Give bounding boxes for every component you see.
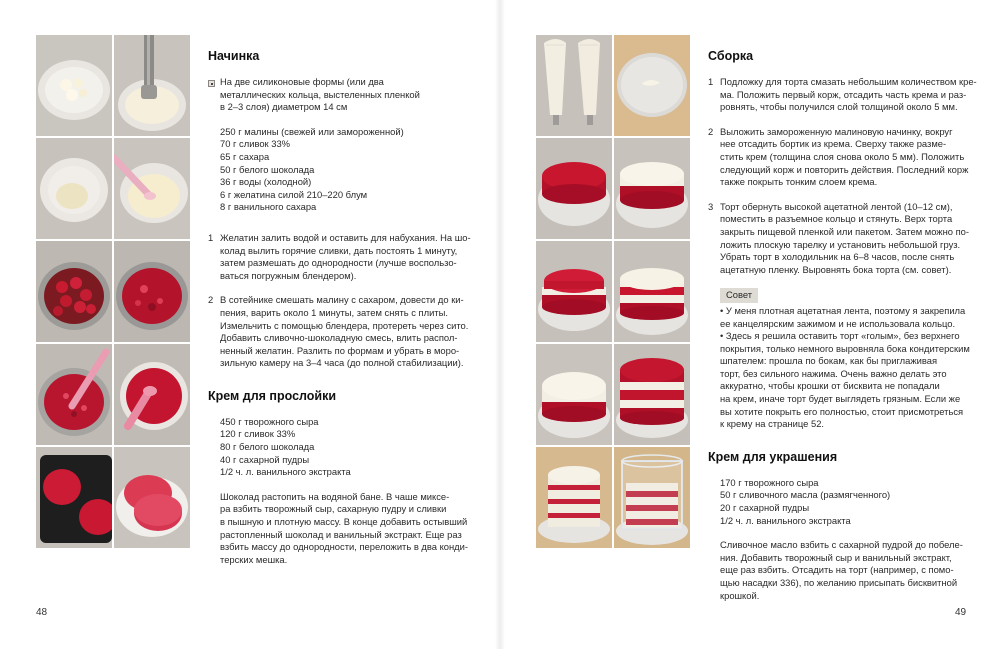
tip-label: Совет: [720, 288, 758, 303]
step-line: поместить в разъемное кольцо и стянуть. Верх торта: [720, 213, 953, 225]
note-line: в 2–3 слоя) диаметром 14 см: [220, 101, 348, 113]
tip-line: вы хотите покрыть его полностью, стоит присмотреться: [720, 405, 964, 417]
ingredient: 40 г сахарной пудры: [220, 453, 310, 465]
decor-cream-method: [708, 539, 970, 602]
ingredient: 1/2 ч. л. ванильного экстракта: [220, 466, 351, 478]
tip-line: торт, без сильного нажима. Очень важно делать это: [720, 367, 947, 379]
method-line: растопленный шоколад и ванильный экстракт. Еще раз: [220, 528, 462, 540]
note-line: На две силиконовые формы (или два: [220, 76, 384, 87]
step-number: 1: [208, 231, 214, 243]
ingredient: 50 г сливочного масла (размягченного): [720, 489, 891, 501]
right-page: [500, 0, 1000, 649]
right-photo-grid: [536, 35, 690, 548]
raspberry-sieve-photo: [36, 344, 112, 445]
step-line: также покрыть тонким слоем крема.: [720, 176, 878, 188]
filling-ingredients: [208, 126, 473, 214]
step-line: Подложку для торта смазать небольшим количеством кре-: [720, 76, 977, 87]
step-line: Измельчить с помощью блендера, протереть через сито.: [220, 319, 469, 331]
step-number: 3: [708, 200, 714, 212]
step-line: зильную камеру на 3–4 часа (до полной стабилизации).: [220, 357, 464, 369]
ingredient: 70 г сливок 33%: [220, 138, 291, 150]
ingredient: 1/2 ч. л. ванильного экстракта: [720, 514, 851, 526]
left-text-column: [208, 48, 473, 578]
filling-heading: Начинка: [208, 49, 260, 63]
naked-cake-photo: [536, 447, 612, 548]
cream-whisk-photo: [114, 138, 190, 239]
step-number: 2: [208, 294, 214, 306]
layer-cream-ingredients: [208, 416, 473, 479]
left-photo-grid: [36, 35, 190, 548]
method-line: Сливочное масло взбить с сахарной пудрой до побеле-: [720, 539, 963, 551]
raspberry-boil-photo: [114, 241, 190, 342]
tip-line: на крем, иначе торт будет выглядеть грязным. Если же: [720, 393, 961, 405]
tip-line: шпателем: прошла по бокам, как бы приглаживая: [720, 355, 938, 367]
ingredient: 170 г творожного сыра: [720, 476, 819, 488]
ingredient: 65 г сахара: [220, 150, 270, 162]
method-line: ра взбить творожный сыр, сахарную пудру и сливки: [220, 503, 447, 515]
step-line: следующий корж и повторить действия. Последний корж: [720, 163, 969, 175]
stack-photo: [614, 241, 690, 342]
ingredient: 36 г воды (холодной): [220, 176, 312, 188]
method-line: щью насадки 336), по желанию присыпать бисквитной: [720, 577, 958, 588]
silicone-molds-photo: [36, 447, 112, 548]
layer-cream-heading: Крем для прослойки: [208, 388, 337, 403]
step-line: Торт обернуть высокой ацетатной лентой (10–12 см),: [720, 200, 953, 212]
assembly-step-2: [708, 126, 970, 189]
tip-box: [708, 288, 970, 431]
ingredient: 20 г сахарной пудры: [720, 502, 810, 514]
step-line: ваться погружным блендером).: [220, 269, 357, 281]
method-line: взбить массу до однородности, переложить в два конди-: [220, 541, 469, 553]
tip-line: к крему на странице 52.: [720, 418, 825, 430]
tip-line: • Здесь я решила оставить торт «голым», без верхнего: [720, 330, 960, 342]
step-number: 2: [708, 125, 714, 137]
right-text-column: [708, 48, 977, 614]
note-line: металлических кольца, выстеленных пленкой: [220, 88, 420, 100]
cream-top-photo: [536, 344, 612, 445]
cream-layer-photo: [614, 138, 690, 239]
method-line: Шоколад растопить на водяной бане. В чаше миксе-: [220, 490, 450, 502]
filling-step-2: [208, 294, 473, 370]
ingredient: 80 г белого шоколада: [220, 441, 315, 453]
gelatin-bowl-photo: [36, 138, 112, 239]
page-number-right: 49: [955, 607, 967, 618]
frozen-discs-photo: [114, 447, 190, 548]
ingredient: 6 г желатина силой 210–220 блум: [220, 188, 368, 200]
layer-cream-method: [208, 491, 473, 567]
step-line: ложить плоскую тарелку и установить небольшой груз.: [720, 238, 961, 250]
tip-line: • У меня плотная ацетатная лента, поэтому я закрепила: [720, 304, 966, 316]
step-number: 1: [708, 76, 714, 87]
step-line: ровнять, чтобы получился слой толщиной около 5 мм.: [720, 101, 958, 113]
piping-bags-photo: [536, 35, 612, 136]
decor-cream-heading: Крем для украшения: [708, 449, 838, 464]
raspberries-pot-photo: [36, 241, 112, 342]
raspberry-puree-photo: [114, 344, 190, 445]
decor-cream-ingredients: [708, 477, 970, 527]
method-line: в пышную и плотную массу. В конце добавить остывший: [220, 516, 468, 528]
second-layer-photo: [614, 344, 690, 445]
step-line: пения, варить около 1 минуты, затем снять с плиты.: [220, 306, 448, 318]
page-number-left: 48: [36, 607, 48, 618]
step-line: В сотейнике смешать малину с сахаром, довести до ки-: [220, 294, 464, 306]
step-line: ацетатную пленку. Выровнять бока торта (см. совет).: [720, 263, 952, 275]
step-line: Добавить сливочно-шоколадную смесь, влить распол-: [220, 332, 458, 344]
step-line: ненный желатин. Разлить по формам и убрать в моро-: [220, 344, 460, 356]
assembly-heading: Сборка: [708, 49, 754, 63]
blender-photo: [114, 35, 190, 136]
ingredient: 250 г малины (свежей или замороженной): [220, 125, 404, 137]
method-line: ния. Добавить творожный сыр и ванильный экстракт,: [720, 551, 952, 563]
step-line: Желатин залить водой и оставить для набухания. На шо-: [220, 231, 471, 243]
ingredient: 450 г творожного сыра: [220, 415, 319, 427]
method-line: еще раз взбить. Отсадить на торт (например, с помо-: [720, 564, 954, 576]
tip-line: покрытия, только немного выровняла бока кондитерским: [720, 342, 970, 354]
assembly-step-3: [708, 201, 970, 277]
white-chocolate-photo: [36, 35, 112, 136]
step-line: Выложить замороженную малиновую начинку, вокруг: [720, 125, 953, 137]
method-line: терских мешка.: [220, 553, 288, 565]
step-line: закрыть пищевой пленкой или пакетом. Затем можно по-: [720, 225, 969, 237]
filling-layer-photo: [536, 241, 612, 342]
step-line: Убрать торт в холодильник на 6–8 часов, после снять: [720, 251, 955, 263]
step-line: ма. Положить первый корж, отсадить часть крема и раз-: [720, 88, 967, 100]
step-line: стить крем (толщина слоя снова около 5 мм). Положить: [720, 150, 965, 162]
filling-note: [208, 76, 473, 114]
ingredient: 8 г ванильного сахара: [220, 201, 317, 213]
method-line: крошкой.: [720, 589, 760, 601]
ingredient: 50 г белого шоколада: [220, 163, 315, 175]
step-line: затем размешать до однородности (лучше воспользо-: [220, 257, 457, 269]
cake-board-photo: [614, 35, 690, 136]
checkbox-bullet-icon: [208, 76, 220, 114]
step-line: колад вылить горячие сливки, дать постоять 1 минуту,: [220, 244, 458, 256]
tip-line: аккуратно, чтобы крошки от бисквита не попадали: [720, 380, 940, 392]
first-layer-photo: [536, 138, 612, 239]
filling-step-1: [208, 232, 473, 282]
assembly-step-1: [708, 76, 977, 114]
tip-line: ее канцелярским зажимом и не использовала кольцо.: [720, 317, 956, 329]
ingredient: 120 г сливок 33%: [220, 428, 296, 440]
step-line: нее отсадить бортик из крема. Сверху также размe-: [720, 138, 947, 150]
acetate-wrap-photo: [614, 447, 690, 548]
